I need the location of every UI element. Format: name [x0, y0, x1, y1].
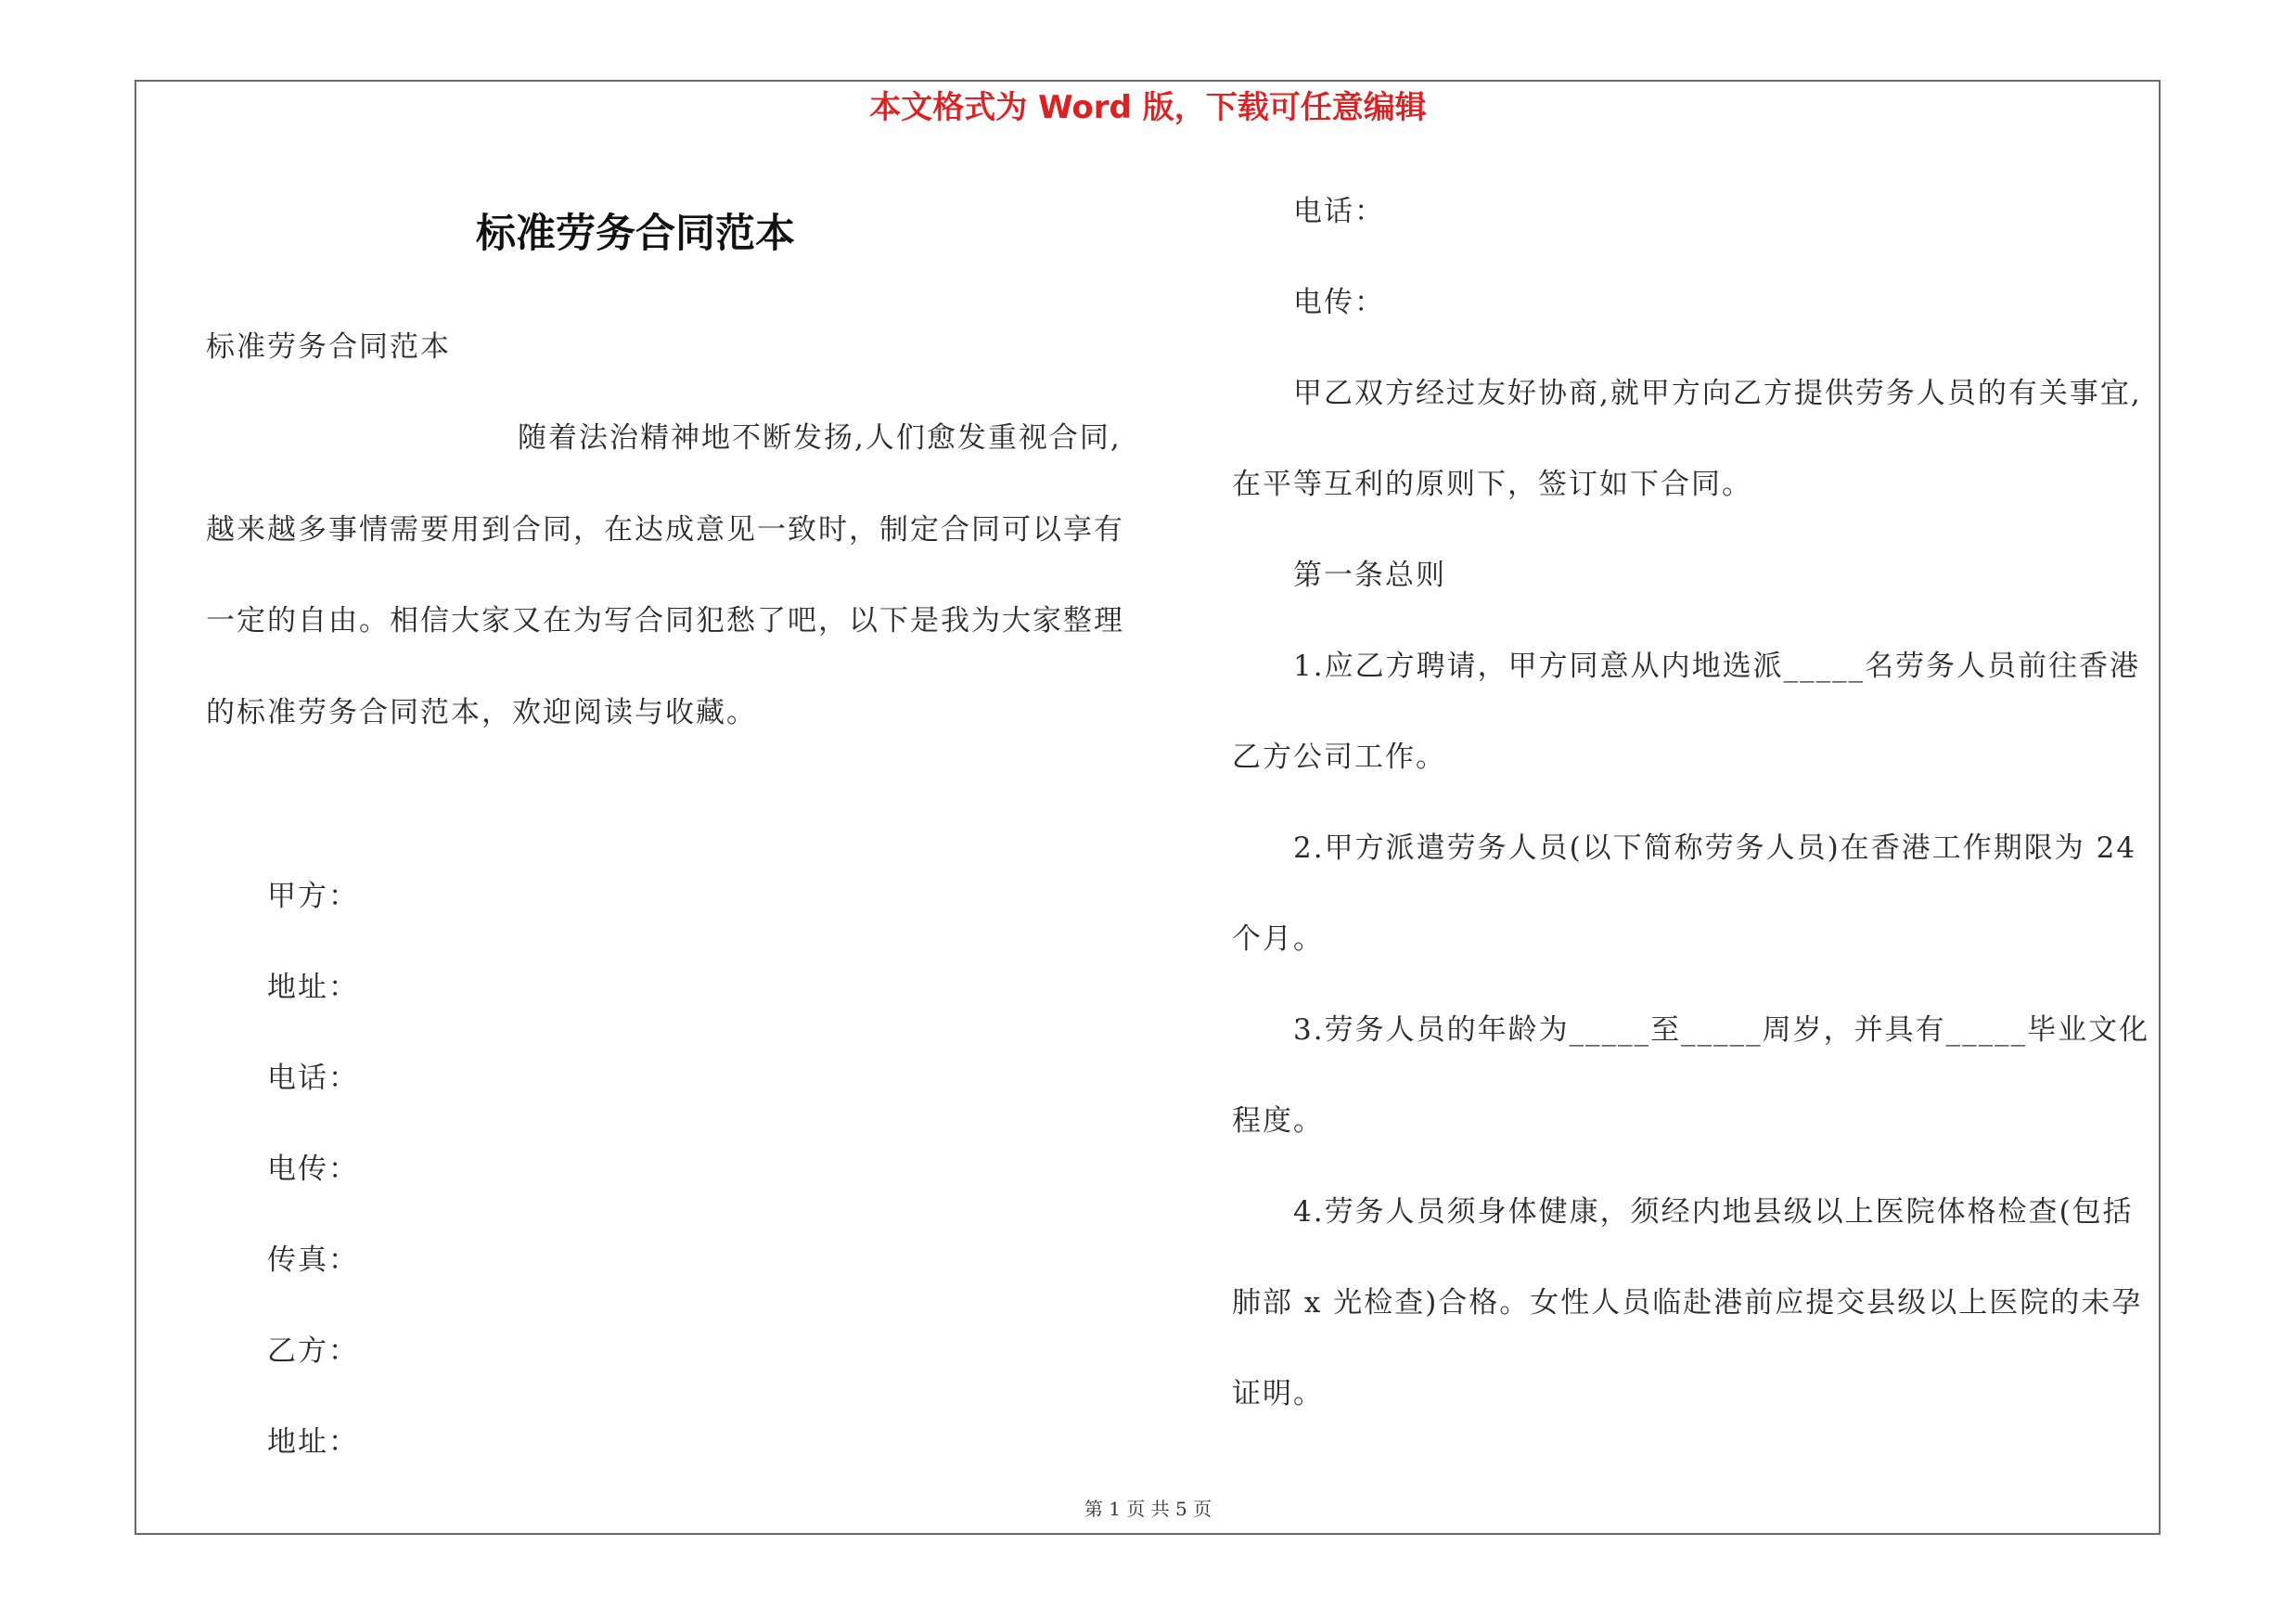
right-line-preamble-2: 在平等互利的原则下，签订如下合同。: [1232, 468, 1752, 501]
left-line-intro-2: 越来越多事情需要用到合同，在达成意见一致时，制定合同可以享有: [206, 513, 1124, 547]
party-a-label: 甲方：: [267, 880, 359, 913]
party-a-telex-label: 电传：: [267, 1153, 359, 1186]
party-a-address-label: 地址：: [267, 971, 359, 1004]
format-notice-banner: 本文格式为 Word 版，下载可任意编辑: [869, 89, 1427, 126]
party-a-fax-label: 传真：: [267, 1243, 359, 1277]
party-b-address-label: 地址：: [267, 1425, 359, 1459]
clause-3-line-1: 3.劳务人员的年龄为_____至_____周岁，并具有_____毕业文化: [1293, 1013, 2150, 1047]
document-title: 标准劳务合同范本: [476, 211, 795, 257]
clause-2-line-1: 2.甲方派遣劳务人员(以下简称劳务人员)在香港工作期限为 24: [1293, 831, 2137, 865]
clause-1-line-2: 乙方公司工作。: [1232, 741, 1446, 774]
page-number-footer: 第 1 页 共 5 页: [1084, 1498, 1212, 1520]
party-a-phone-label: 电话：: [267, 1062, 359, 1095]
clause-4-line-2: 肺部 x 光检查)合格。女性人员临赴港前应提交县级以上医院的未孕: [1232, 1286, 2143, 1320]
article-one-heading: 第一条总则: [1293, 559, 1446, 592]
clause-4-line-3: 证明。: [1232, 1377, 1324, 1410]
left-line-subtitle: 标准劳务合同范本: [206, 330, 451, 364]
clause-4-line-1: 4.劳务人员须身体健康，须经内地县级以上医院体格检查(包括: [1293, 1195, 2134, 1229]
left-line-intro-1: 随着法治精神地不断发扬,人们愈发重视合同,: [518, 421, 1122, 455]
party-b-telex-label: 电传：: [1293, 286, 1385, 319]
clause-1-line-1: 1.应乙方聘请，甲方同意从内地选派_____名劳务人员前往香港: [1293, 650, 2141, 683]
clause-3-line-2: 程度。: [1232, 1104, 1324, 1138]
left-line-intro-4: 的标准劳务合同范本，欢迎阅读与收藏。: [206, 696, 757, 729]
party-b-phone-label: 电话：: [1293, 195, 1385, 228]
left-line-intro-3: 一定的自由。相信大家又在为写合同犯愁了吧，以下是我为大家整理: [206, 604, 1124, 638]
clause-2-line-2: 个月。: [1232, 922, 1324, 956]
party-b-label: 乙方：: [267, 1334, 359, 1368]
right-line-preamble-1: 甲乙双方经过友好协商,就甲方向乙方提供劳务人员的有关事宜,: [1293, 377, 2142, 410]
